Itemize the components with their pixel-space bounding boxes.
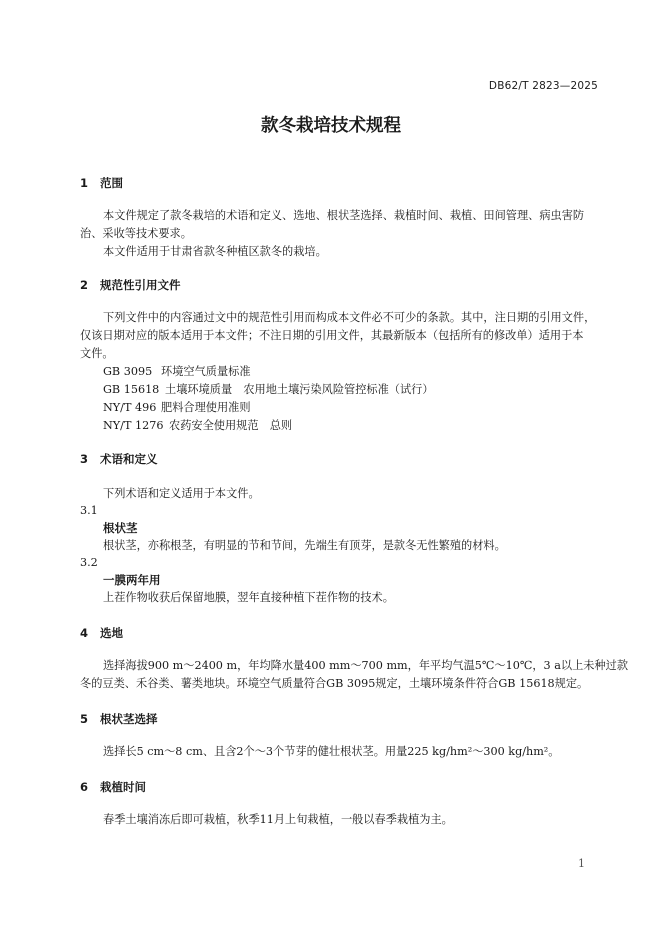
paragraph: 冬的豆类、禾谷类、薯类地块。环境空气质量符合GB 3095规定，土壤环境条件符合GB 15618规定。: [80, 677, 589, 690]
section-title: 术语和定义: [100, 452, 158, 466]
paragraph: 选择长5 cm～8 cm、且含2个～3个节芽的健壮根状茎。用量225 kg/hm²～300 kg/hm²。: [103, 745, 560, 758]
section-number: 1: [80, 176, 89, 190]
section-1-heading: [80, 175, 123, 191]
term-definition: 上茬作物收获后保留地膜，翌年直接种植下茬作物的技术。: [103, 591, 394, 604]
reference-code: GB 3095: [103, 365, 153, 378]
document-code: DB62/T 2823—2025: [488, 80, 598, 92]
section-number: 2: [80, 278, 89, 292]
section-title: 范围: [100, 176, 123, 190]
term-number: 3.2: [80, 556, 98, 569]
section-title: 根状茎选择: [100, 712, 158, 726]
paragraph: 仅该日期对应的版本适用于本文件；不注日期的引用文件，其最新版本（包括所有的修改单）适用于本: [80, 329, 584, 342]
paragraph: 选择海拔900 m～2400 m，年均降水量400 mm～700 mm，年平均气温5℃～10℃，3 a以上未种过款: [103, 659, 629, 672]
section-title: 选地: [100, 626, 123, 640]
section-3-heading: [80, 451, 158, 467]
reference-item: [103, 363, 251, 379]
section-title: 规范性引用文件: [100, 278, 181, 292]
paragraph: 文件。: [80, 347, 114, 360]
paragraph: 本文件规定了款冬栽培的术语和定义、选地、根状茎选择、栽植时间、栽植、田间管理、病虫害防: [103, 209, 585, 222]
section-5-heading: [80, 711, 158, 727]
paragraph: 本文件适用于甘肃省款冬种植区款冬的栽培。: [103, 245, 327, 258]
section-number: 4: [80, 626, 89, 640]
reference-item: [103, 417, 292, 433]
paragraph: 下列术语和定义适用于本文件。: [103, 487, 260, 500]
term-definition: 根状茎，亦称根茎，有明显的节和节间，先端生有顶芽，是款冬无性繁殖的材料。: [103, 539, 506, 552]
reference-title: 土壤环境质量 农用地土壤污染风险管控标准（试行）: [165, 383, 434, 396]
reference-code: NY/T 1276: [103, 419, 164, 432]
term-heading: 根状茎: [103, 521, 138, 535]
reference-code: NY/T 496: [103, 401, 157, 414]
reference-code: GB 15618: [103, 383, 160, 396]
reference-title: 农药安全使用规范 总则: [169, 419, 293, 432]
page-title: 款冬栽培技术规程: [261, 116, 401, 136]
reference-item: [103, 399, 251, 415]
section-number: 3: [80, 452, 89, 466]
page-number: 1: [578, 857, 585, 870]
paragraph: 治、采收等技术要求。: [80, 227, 192, 240]
reference-item: [103, 381, 434, 397]
section-6-heading: [80, 779, 146, 795]
section-number: 6: [80, 780, 89, 794]
paragraph: 春季土壤消冻后即可栽植，秋季11月上旬栽植，一般以春季栽植为主。: [103, 813, 453, 826]
term-heading: 一膜两年用: [103, 573, 161, 587]
section-title: 栽植时间: [100, 780, 146, 794]
reference-title: 环境空气质量标准: [161, 365, 251, 378]
term-number: 3.1: [80, 504, 98, 517]
paragraph: 下列文件中的内容通过文中的规范性引用而构成本文件必不可少的条款。其中，注日期的引用文件，: [103, 311, 596, 324]
section-4-heading: [80, 625, 123, 641]
section-number: 5: [80, 712, 89, 726]
section-2-heading: [80, 277, 181, 293]
reference-title: 肥料合理使用准则: [161, 401, 251, 414]
